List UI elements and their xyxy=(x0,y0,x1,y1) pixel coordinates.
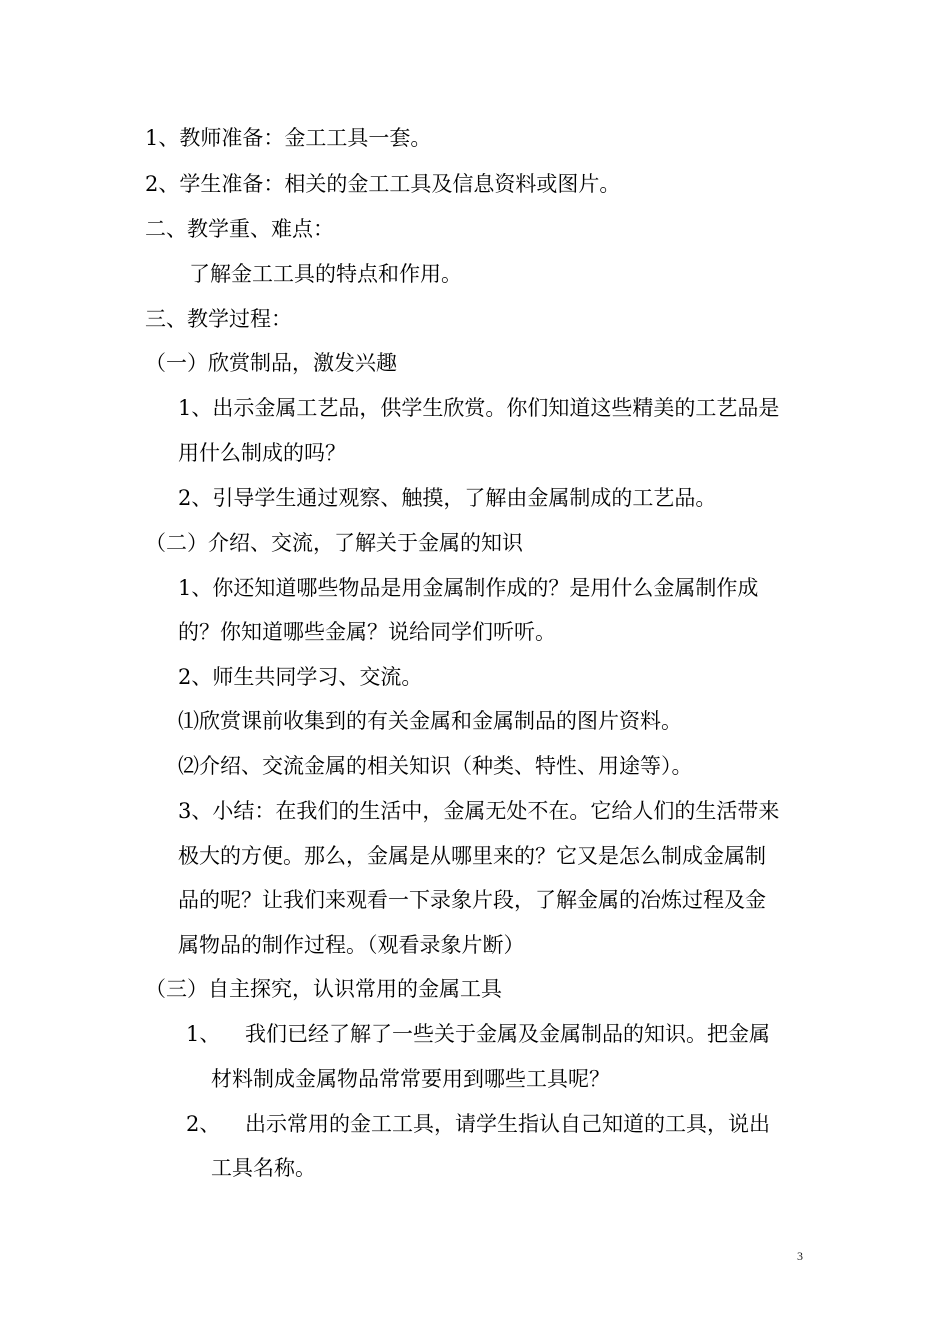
text-line: 我们已经了解了一些关于金属及金属制品的知识。把金属 xyxy=(245,1022,770,1046)
text-line: 出示常用的金工工具，请学生指认自己知道的工具，说出 xyxy=(245,1112,770,1136)
text-line: 2、引导学生通过观察、触摸，了解由金属制成的工艺品。 xyxy=(178,486,717,510)
text-line: 了解金工工具的特点和作用。 xyxy=(189,262,462,286)
section-heading: 二、教学重、难点： xyxy=(145,217,334,241)
text-line: 2、学生准备：相关的金工工具及信息资料或图片。 xyxy=(145,172,621,196)
text-line: 2、师生共同学习、交流。 xyxy=(178,665,423,689)
text-line: 的？你知道哪些金属？说给同学们听听。 xyxy=(178,620,556,644)
text-line: 品的呢？让我们来观看一下录象片段，了解金属的冶炼过程及金 xyxy=(178,888,766,912)
text-line: 极大的方便。那么，金属是从哪里来的？它又是怎么制成金属制 xyxy=(178,844,766,868)
subsection-heading: （三）自主探究，认识常用的金属工具 xyxy=(145,977,502,1001)
text-line: 3、小结：在我们的生活中，金属无处不在。它给人们的生活带来 xyxy=(178,799,780,823)
list-number: 1、 xyxy=(186,1022,221,1046)
subsection-heading: （二）介绍、交流，了解关于金属的知识 xyxy=(145,531,523,555)
page-number: 3 xyxy=(797,1249,803,1263)
text-line: 属物品的制作过程。（观看录象片断） xyxy=(178,933,525,957)
list-number: 2、 xyxy=(186,1112,221,1136)
text-line: 1、教师准备：金工工具一套。 xyxy=(145,126,432,150)
subsection-heading: （一）欣赏制品，激发兴趣 xyxy=(145,351,397,375)
text-line: 材料制成金属物品常常要用到哪些工具呢？ xyxy=(211,1067,610,1091)
text-line: 工具名称。 xyxy=(211,1156,316,1180)
text-line: 1、你还知道哪些物品是用金属制作成的？是用什么金属制作成 xyxy=(178,576,759,600)
text-line: ⑵介绍、交流金属的相关知识（种类、特性、用途等）。 xyxy=(178,754,693,778)
text-line: 用什么制成的吗？ xyxy=(178,441,346,465)
text-line: ⑴欣赏课前收集到的有关金属和金属制品的图片资料。 xyxy=(178,709,682,733)
section-heading: 三、教学过程： xyxy=(145,307,292,331)
text-line: 1、出示金属工艺品，供学生欣赏。你们知道这些精美的工艺品是 xyxy=(178,396,780,420)
